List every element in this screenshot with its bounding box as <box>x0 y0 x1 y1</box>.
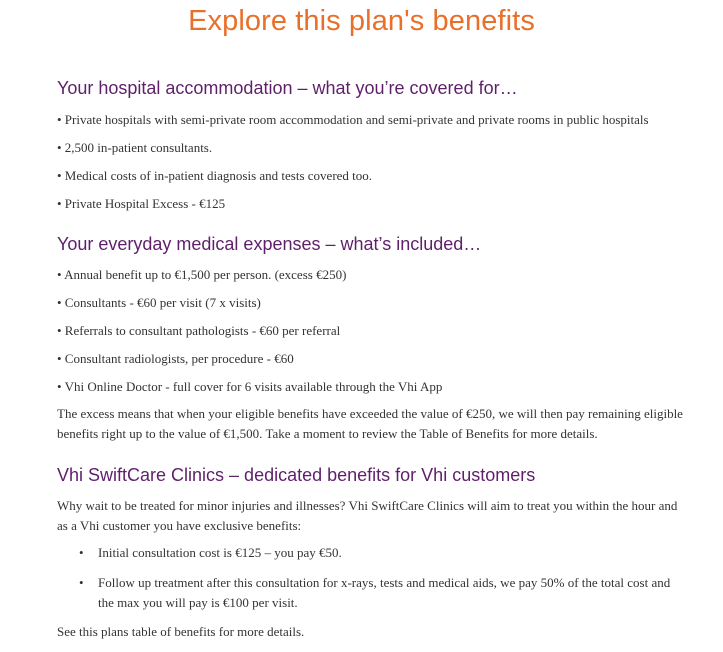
list-item: • Referrals to consultant pathologists - €60 per referral <box>57 323 341 338</box>
list-item: • Consultant radiologists, per procedure - €60 <box>57 351 294 366</box>
list-item: Follow up treatment after this consultation for x-rays, tests and medical aids, we pay 50% of the total cost and the max you will pay is €100 per visit. <box>98 575 671 610</box>
list-item: • Private hospitals with semi-private room accommodation and semi-private and private rooms in public hospitals <box>57 112 649 127</box>
bullet-icon: • <box>79 545 84 560</box>
list-item: • 2,500 in-patient consultants. <box>57 140 213 155</box>
table-of-benefits-note: See this plans table of benefits for more details. <box>57 624 305 639</box>
list-item: • Medical costs of in-patient diagnosis and tests covered too. <box>57 168 373 183</box>
swiftcare-intro: Why wait to be treated for minor injuries and illnesses? Vhi SwiftCare Clinics will aim to treat you within the hour and as a Vhi customer you have exclusive benefits: <box>57 498 678 533</box>
bullet-icon: • <box>79 575 84 590</box>
list-item: • Consultants - €60 per visit (7 x visits) <box>57 295 261 310</box>
list-item: • Annual benefit up to €1,500 per person. (excess €250) <box>57 267 347 282</box>
list-item: • Private Hospital Excess - €125 <box>57 196 226 211</box>
everyday-expenses-heading: Your everyday medical expenses – what’s included… <box>57 234 482 254</box>
page-title: Explore this plan's benefits <box>188 5 535 37</box>
hospital-accommodation-heading: Your hospital accommodation – what you’re covered for… <box>57 78 518 98</box>
swiftcare-heading: Vhi SwiftCare Clinics – dedicated benefits for Vhi customers <box>57 465 536 485</box>
list-item: Initial consultation cost is €125 – you pay €50. <box>98 545 342 560</box>
excess-note: The excess means that when your eligible benefits have exceeded the value of €250, we will then pay remaining eligible benefits right up to the value of €1,500. Take a moment to review the Table of Benefits for more details. <box>57 406 683 441</box>
list-item: • Vhi Online Doctor - full cover for 6 visits available through the Vhi App <box>57 379 443 394</box>
